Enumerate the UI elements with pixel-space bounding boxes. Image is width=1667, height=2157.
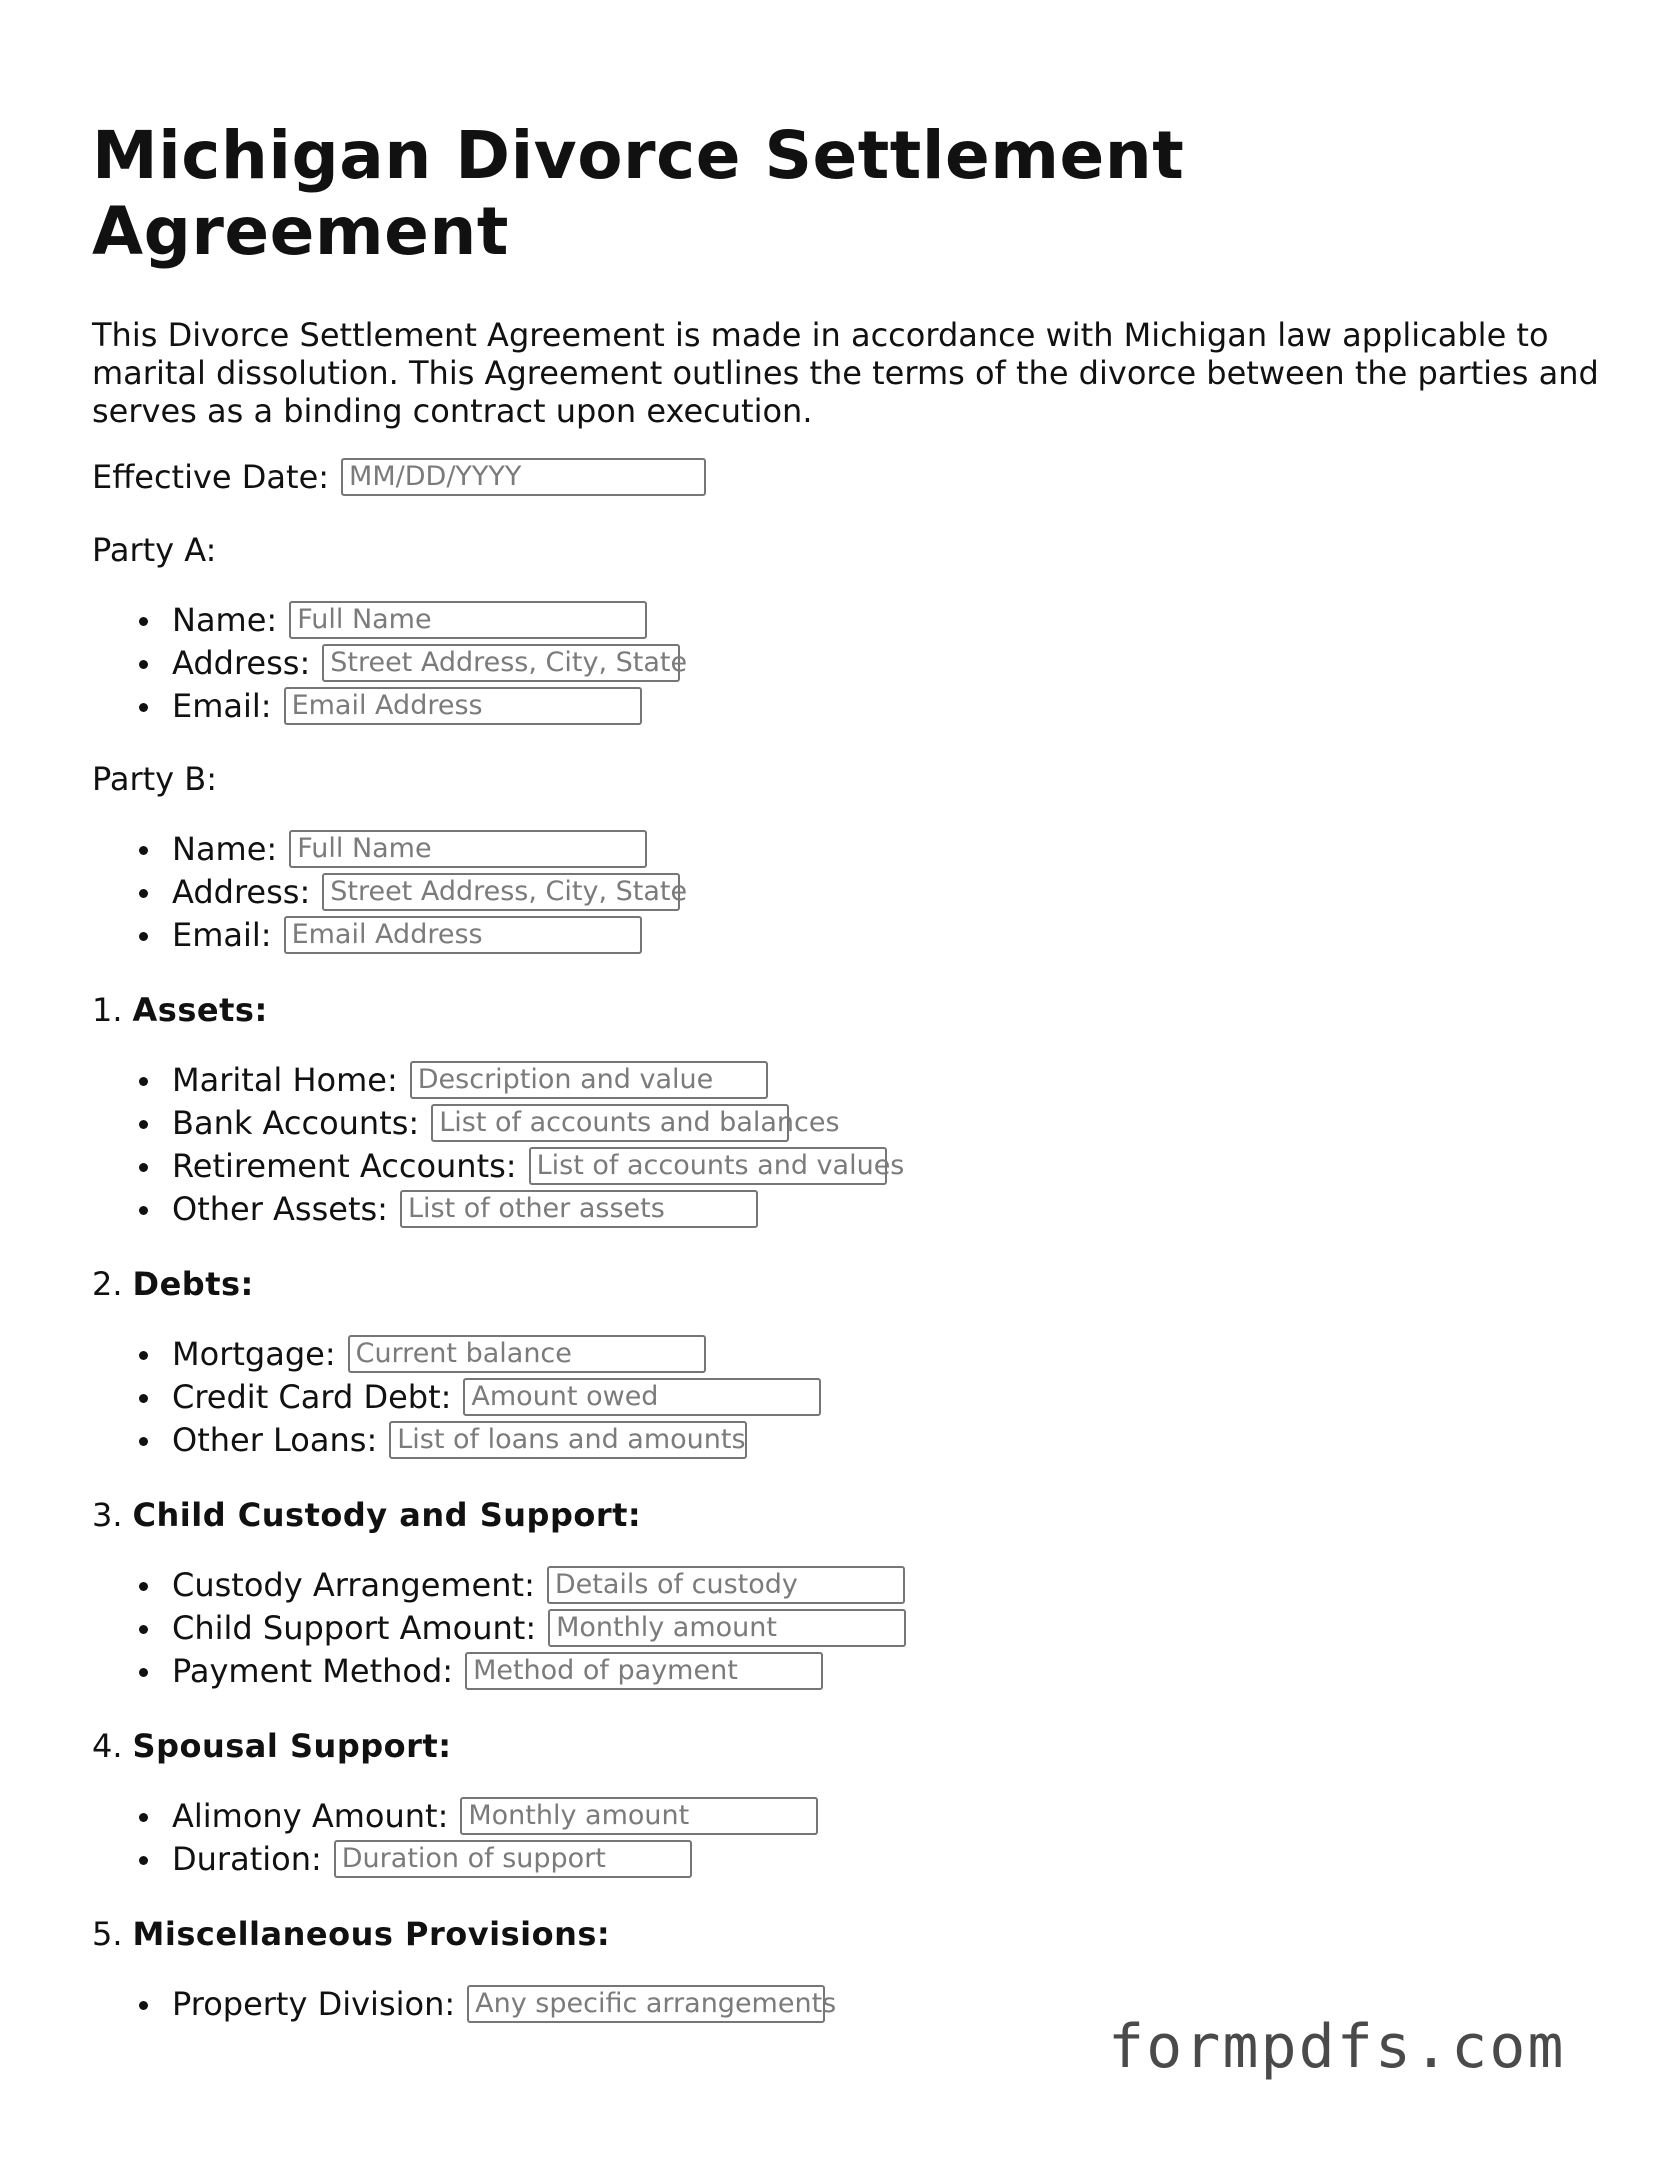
credit-card-debt-input[interactable]: Amount owed — [463, 1378, 821, 1416]
section-custody-heading — [92, 1495, 1592, 1535]
list-item — [172, 1563, 1592, 1606]
other-loans-label: Other Loans: — [172, 1420, 378, 1459]
list-item — [172, 1144, 1592, 1187]
property-division-label: Property Division: — [172, 1984, 456, 2023]
child-support-amount-label: Child Support Amount: — [172, 1608, 537, 1647]
party-a-address-input[interactable]: Street Address, City, State — [322, 644, 680, 682]
list-item — [172, 1375, 1592, 1418]
list-item — [172, 913, 1592, 956]
document-page — [92, 117, 1599, 2025]
list-item — [172, 684, 1592, 727]
duration-label: Duration: — [172, 1839, 322, 1878]
section-title: Assets: — [132, 991, 268, 1029]
credit-card-debt-label: Credit Card Debt: — [172, 1377, 452, 1416]
list-item — [172, 1794, 1592, 1837]
party-b-list — [92, 827, 1592, 956]
intro-paragraph: This Divorce Settlement Agreement is made in accordance with Michigan law applicable to marital dissolution. This Agreement outlines the terms of the divorce between the parties and serves as a binding contract upon execution. — [92, 316, 1599, 430]
section-misc-heading — [92, 1914, 1592, 1954]
party-b-address-input[interactable]: Street Address, City, State — [322, 873, 680, 911]
list-item — [172, 1187, 1592, 1230]
effective-date-label: Effective Date: — [92, 458, 330, 496]
watermark: formpdfs.com — [1108, 2012, 1566, 2082]
section-assets-heading — [92, 990, 1592, 1030]
section-number: 4. — [92, 1727, 123, 1765]
assets-list — [92, 1058, 1592, 1230]
party-a-email-input[interactable]: Email Address — [284, 687, 642, 725]
mortgage-input[interactable]: Current balance — [348, 1335, 706, 1373]
child-support-amount-input[interactable]: Monthly amount — [548, 1609, 906, 1647]
debts-list — [92, 1332, 1592, 1461]
section-number: 5. — [92, 1915, 123, 1953]
section-number: 1. — [92, 991, 123, 1029]
section-debts-heading — [92, 1264, 1592, 1304]
party-a-name-label: Name: — [172, 600, 278, 639]
spousal-list — [92, 1794, 1592, 1880]
custody-arrangement-input[interactable]: Details of custody — [547, 1566, 905, 1604]
marital-home-input[interactable]: Description and value — [410, 1061, 768, 1099]
section-title: Spousal Support: — [132, 1727, 452, 1765]
section-title: Debts: — [132, 1265, 254, 1303]
duration-input[interactable]: Duration of support — [334, 1840, 692, 1878]
property-division-input[interactable]: Any specific arrangements — [467, 1985, 825, 2023]
payment-method-label: Payment Method: — [172, 1651, 454, 1690]
party-b-email-input[interactable]: Email Address — [284, 916, 642, 954]
effective-date-row — [92, 456, 1592, 498]
party-b-name-label: Name: — [172, 829, 278, 868]
mortgage-label: Mortgage: — [172, 1334, 336, 1373]
bank-accounts-input[interactable]: List of accounts and balances — [431, 1104, 789, 1142]
list-item — [172, 1837, 1592, 1880]
party-b-email-label: Email: — [172, 915, 272, 954]
section-number: 2. — [92, 1265, 123, 1303]
other-assets-input[interactable]: List of other assets — [400, 1190, 758, 1228]
other-loans-input[interactable]: List of loans and amounts — [389, 1421, 747, 1459]
party-b-name-input[interactable]: Full Name — [289, 830, 647, 868]
custody-arrangement-label: Custody Arrangement: — [172, 1565, 535, 1604]
list-item — [172, 870, 1592, 913]
list-item — [172, 1418, 1592, 1461]
list-item — [172, 1058, 1592, 1101]
party-b-label: Party B: — [92, 760, 218, 798]
list-item — [172, 1101, 1592, 1144]
marital-home-label: Marital Home: — [172, 1060, 398, 1099]
party-a-name-input[interactable]: Full Name — [289, 601, 647, 639]
other-assets-label: Other Assets: — [172, 1189, 388, 1228]
bank-accounts-label: Bank Accounts: — [172, 1103, 420, 1142]
retirement-accounts-label: Retirement Accounts: — [172, 1146, 517, 1185]
list-item — [172, 1332, 1592, 1375]
list-item — [172, 641, 1592, 684]
page-title: Michigan Divorce Settlement Agreement — [92, 117, 1185, 270]
section-spousal-heading — [92, 1726, 1592, 1766]
section-title: Child Custody and Support: — [132, 1496, 642, 1534]
payment-method-input[interactable]: Method of payment — [465, 1652, 823, 1690]
list-item — [172, 1606, 1592, 1649]
section-title: Miscellaneous Provisions: — [132, 1915, 611, 1953]
party-a-list — [92, 598, 1592, 727]
custody-list — [92, 1563, 1592, 1692]
retirement-accounts-input[interactable]: List of accounts and values — [529, 1147, 887, 1185]
alimony-amount-input[interactable]: Monthly amount — [460, 1797, 818, 1835]
party-a-address-label: Address: — [172, 643, 311, 682]
list-item — [172, 598, 1592, 641]
party-a-email-label: Email: — [172, 686, 272, 725]
list-item — [172, 827, 1592, 870]
section-number: 3. — [92, 1496, 123, 1534]
party-b-address-label: Address: — [172, 872, 311, 911]
effective-date-input[interactable]: MM/DD/YYYY — [341, 458, 706, 496]
alimony-amount-label: Alimony Amount: — [172, 1796, 449, 1835]
list-item — [172, 1649, 1592, 1692]
party-a-label: Party A: — [92, 531, 217, 569]
